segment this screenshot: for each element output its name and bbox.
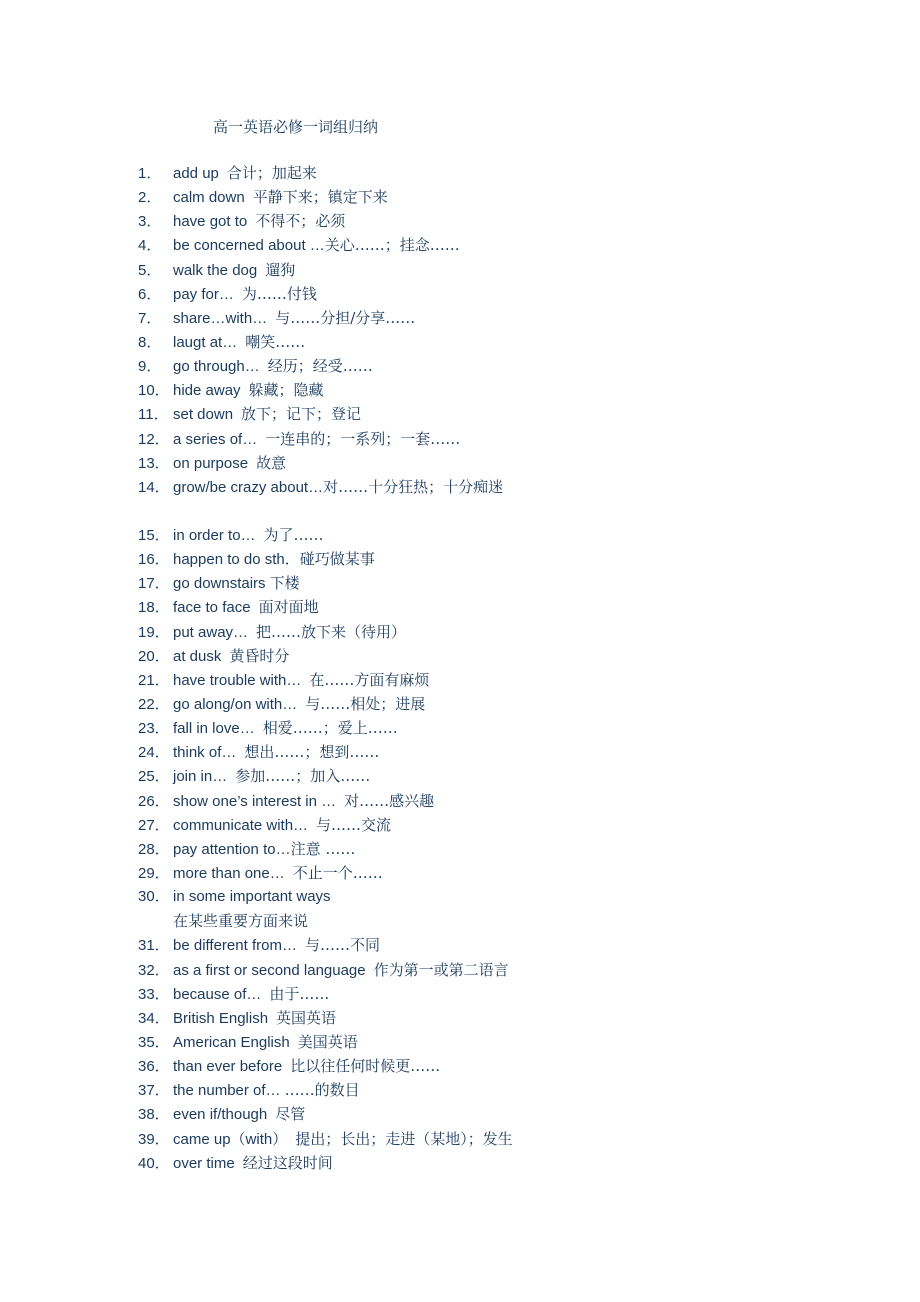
document-title: 高一英语必修一词组归纳: [213, 118, 379, 136]
chinese-meaning: 碰巧做某事: [299, 550, 375, 569]
list-item: [138, 330, 513, 354]
chinese-meaning: 为……付钱: [241, 284, 317, 303]
chinese-meaning: 美国英语: [297, 1032, 358, 1051]
chinese-meaning: 尽管: [275, 1105, 306, 1124]
chinese-meaning: 不得不；必须: [255, 212, 346, 231]
chinese-meaning: 提出；长出；走进（某地）；发生: [295, 1129, 513, 1148]
english-phrase: think of…: [173, 744, 237, 762]
list-item: [138, 378, 513, 402]
chinese-meaning: 嘲笑……: [245, 332, 306, 351]
list-item: [138, 571, 513, 595]
english-phrase: go along/on with…: [173, 695, 298, 713]
item-number: 34．: [138, 1009, 170, 1027]
item-number: 1．: [138, 165, 162, 182]
list-item: [138, 764, 513, 788]
english-phrase: pay attention to…: [173, 840, 291, 858]
item-number: 19．: [138, 623, 170, 641]
list-item: [138, 620, 513, 644]
item-number: 2．: [138, 189, 162, 207]
item-number: 25．: [138, 768, 170, 786]
english-phrase: go downstairs: [173, 575, 266, 593]
chinese-meaning: 与……交流: [316, 815, 392, 834]
list-item: [138, 837, 513, 861]
list-item: [138, 595, 513, 619]
list-item: [138, 427, 513, 451]
list-item: [138, 933, 513, 957]
item-number: 3．: [138, 213, 162, 231]
item-number: 29．: [138, 864, 170, 882]
english-phrase: communicate with…: [173, 816, 309, 834]
chinese-meaning: 不止一个……: [292, 863, 383, 882]
list-item: [138, 451, 513, 475]
list-item: [138, 185, 513, 209]
chinese-meaning: 黄昏时分: [229, 646, 290, 665]
chinese-meaning: 经过这段时间: [242, 1153, 333, 1172]
chinese-meaning: 故意: [256, 453, 287, 472]
item-number: 17．: [138, 575, 170, 593]
english-phrase: happen to do sth．: [173, 551, 300, 569]
list-item: [138, 692, 513, 716]
item-number: 14．: [138, 478, 170, 496]
english-phrase: have trouble with…: [173, 671, 302, 689]
english-phrase: fall in love…: [173, 720, 255, 738]
english-phrase: hide away: [173, 382, 241, 400]
chinese-meaning: 作为第一或第二语言: [373, 960, 509, 979]
chinese-meaning: 把……放下来（待用）: [256, 622, 407, 641]
item-number: 10．: [138, 382, 170, 400]
item-number: 13．: [138, 454, 170, 472]
list-item: [138, 402, 513, 426]
chinese-meaning: 与……不同: [304, 936, 380, 955]
english-phrase: a series of…: [173, 430, 258, 448]
item-number: 20．: [138, 647, 170, 665]
chinese-meaning: 想出……；想到……: [244, 743, 380, 762]
list-item: [138, 258, 513, 282]
chinese-meaning: ……的数目: [284, 1081, 360, 1100]
list-item: [138, 716, 513, 740]
item-number: 33．: [138, 985, 170, 1003]
list-item: [138, 1127, 513, 1151]
list-item: [138, 547, 513, 571]
item-number: 23．: [138, 720, 170, 738]
item-number: 38．: [138, 1106, 170, 1124]
item-number: 5．: [138, 261, 162, 279]
english-phrase: American English: [173, 1033, 290, 1051]
english-phrase: pay for…: [173, 285, 234, 303]
item-number: 32．: [138, 961, 170, 979]
english-phrase: face to face: [173, 599, 251, 617]
item-number: 11．: [138, 406, 169, 424]
english-phrase: as a first or second language: [173, 961, 366, 979]
chinese-meaning: 在……方面有麻烦: [309, 670, 430, 689]
list-item: [138, 885, 513, 933]
item-number: 40．: [138, 1154, 170, 1172]
english-phrase: than ever before: [173, 1058, 283, 1076]
english-phrase: came up（with）: [173, 1130, 288, 1148]
english-phrase: in some important ways: [173, 888, 331, 906]
english-phrase: add up: [173, 165, 219, 182]
item-number: 8．: [138, 333, 162, 351]
english-phrase: have got to: [173, 213, 248, 231]
english-phrase: more than one…: [173, 864, 285, 882]
english-phrase: at dusk: [173, 647, 222, 665]
english-phrase: the number of…: [173, 1082, 281, 1100]
chinese-meaning: 放下；记下；登记: [241, 405, 362, 424]
item-number: 6．: [138, 285, 162, 303]
item-number: 28．: [138, 840, 170, 858]
list-item: [138, 233, 513, 257]
chinese-meaning: 与……相处；进展: [305, 694, 426, 713]
list-item: [138, 789, 513, 813]
english-phrase: be concerned about …: [173, 237, 325, 255]
item-number: 36．: [138, 1058, 170, 1076]
item-number: 18．: [138, 599, 170, 617]
chinese-meaning: 对……十分狂热；十分痴迷: [323, 477, 504, 496]
list-item: [138, 958, 513, 982]
list-item: [138, 813, 513, 837]
english-phrase: on purpose: [173, 454, 249, 472]
chinese-meaning: 经历；经受……: [267, 357, 373, 376]
english-phrase: put away…: [173, 623, 249, 641]
chinese-meaning: 注意 ……: [290, 839, 356, 858]
english-phrase: even if/though: [173, 1106, 268, 1124]
english-phrase: grow/be crazy about…: [173, 478, 324, 496]
item-number: 9．: [138, 358, 162, 376]
item-number: 31．: [138, 937, 170, 955]
item-number: 12．: [138, 430, 170, 448]
list-item: [138, 306, 513, 330]
item-number: 39．: [138, 1130, 170, 1148]
list-item: [138, 861, 513, 885]
chinese-meaning: 面对面地: [258, 598, 319, 617]
item-number: 27．: [138, 816, 170, 834]
english-phrase: show one’s interest in …: [173, 792, 337, 810]
list-item: [138, 668, 513, 692]
list-item: [138, 354, 513, 378]
english-phrase: be different from…: [173, 937, 297, 955]
english-phrase: walk the dog: [173, 261, 258, 279]
list-item: [138, 982, 513, 1006]
item-number: 4．: [138, 237, 162, 255]
chinese-meaning: 为了……: [263, 525, 324, 544]
chinese-meaning: 比以往任何时候更……: [290, 1057, 441, 1076]
english-phrase: calm down: [173, 189, 245, 207]
chinese-meaning: 遛狗: [265, 260, 296, 279]
item-number: 15．: [138, 526, 170, 544]
english-phrase: in order to…: [173, 526, 256, 544]
list-item: [138, 523, 513, 547]
list-item: [138, 282, 513, 306]
item-number: 7．: [138, 309, 162, 327]
chinese-meaning: 英国英语: [276, 1008, 337, 1027]
list-item: [138, 1078, 513, 1102]
list-item: [138, 740, 513, 764]
english-phrase: share…with…: [173, 309, 268, 327]
phrase-list: [138, 161, 513, 1175]
chinese-meaning: 下楼: [269, 574, 300, 593]
chinese-meaning: 躲藏；隐藏: [248, 381, 324, 400]
item-number: 24．: [138, 744, 170, 762]
english-phrase: laugt at…: [173, 333, 238, 351]
chinese-meaning: 参加……；加入……: [235, 767, 371, 786]
list-item: [138, 644, 513, 668]
list-item: [138, 1030, 513, 1054]
list-item: [138, 1006, 513, 1030]
english-phrase: because of…: [173, 985, 262, 1003]
item-number: 22．: [138, 695, 170, 713]
list-item: [138, 209, 513, 233]
chinese-meaning: 合计；加起来: [226, 164, 317, 182]
chinese-meaning: 平静下来；镇定下来: [252, 188, 388, 207]
english-phrase: set down: [173, 406, 234, 424]
chinese-meaning: 相爱……；爱上……: [262, 719, 398, 738]
list-item: [138, 1151, 513, 1175]
item-number: 16．: [138, 551, 170, 569]
item-number: 35．: [138, 1033, 170, 1051]
english-phrase: British English: [173, 1009, 269, 1027]
chinese-meaning: 对……感兴趣: [344, 791, 435, 810]
chinese-meaning: 由于……: [269, 984, 330, 1003]
list-item: [138, 475, 513, 499]
item-number: 21．: [138, 671, 170, 689]
chinese-meaning: 在某些重要方面来说: [173, 912, 309, 931]
english-phrase: join in…: [173, 768, 228, 786]
english-phrase: over time: [173, 1154, 235, 1172]
item-number: 30．: [138, 888, 170, 906]
item-number: 26．: [138, 792, 170, 810]
chinese-meaning: 一连串的；一系列；一套……: [265, 429, 461, 448]
english-phrase: go through…: [173, 358, 260, 376]
list-item: [138, 1102, 513, 1126]
list-item: [138, 1054, 513, 1078]
chinese-meaning: 与……分担/分享……: [275, 308, 416, 327]
list-item: [138, 161, 513, 185]
chinese-meaning: 关心……；挂念……: [324, 236, 460, 255]
item-number: 37．: [138, 1082, 170, 1100]
